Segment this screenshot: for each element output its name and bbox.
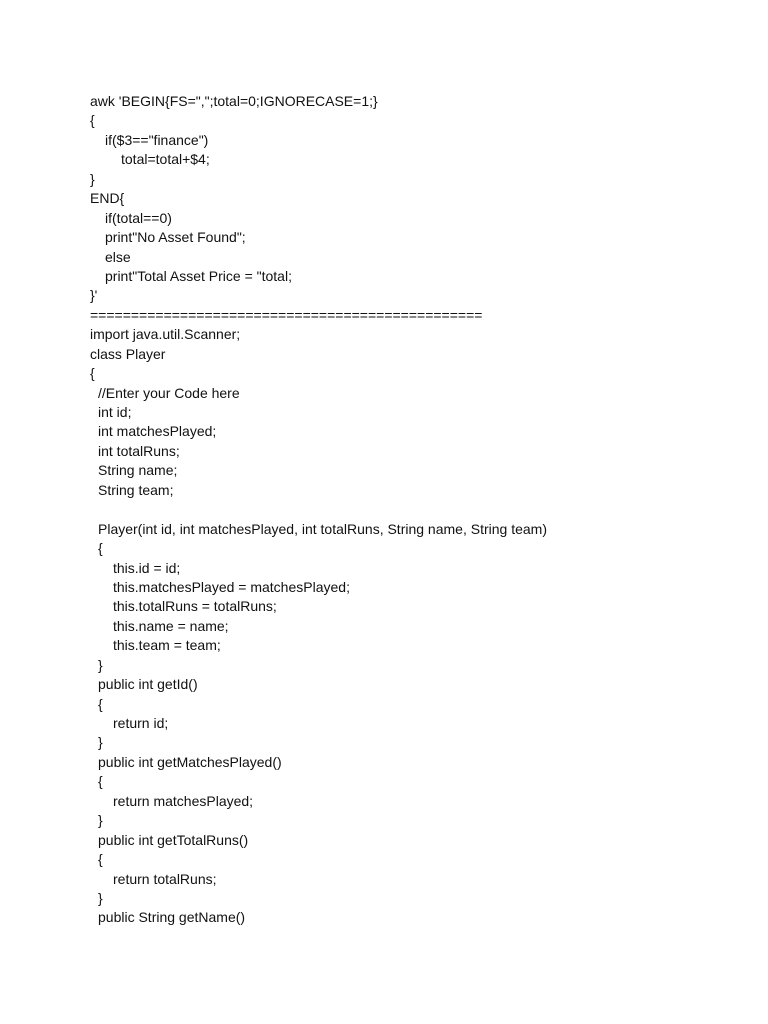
code-line: {	[98, 773, 103, 790]
code-line: {	[98, 851, 103, 868]
code-line: public int getId()	[98, 676, 198, 693]
code-line: {	[98, 540, 103, 557]
code-line: return matchesPlayed;	[113, 792, 254, 809]
code-line: {	[90, 365, 95, 382]
code-line: Player(int id, int matchesPlayed, int totalRuns, String name, String team)	[98, 520, 547, 537]
code-line: return totalRuns;	[113, 870, 217, 887]
blank-line	[90, 500, 750, 519]
code-line: }'	[90, 287, 98, 304]
code-line: {	[90, 112, 95, 129]
code-line: if($3=="finance")	[105, 131, 209, 148]
code-line: int matchesPlayed;	[98, 423, 217, 440]
code-line: awk 'BEGIN{FS=",";total=0;IGNORECASE=1;}	[90, 93, 378, 109]
code-line: //Enter your Code here	[98, 384, 240, 401]
code-line: this.totalRuns = totalRuns;	[113, 598, 277, 615]
code-line: if(total==0)	[105, 209, 172, 226]
code-line: public int getTotalRuns()	[98, 831, 249, 848]
code-line: this.name = name;	[113, 617, 229, 634]
code-line: this.team = team;	[113, 637, 221, 654]
code-line: String name;	[98, 462, 178, 479]
code-line: public String getName()	[98, 909, 246, 926]
code-line: int id;	[98, 404, 132, 420]
code-line: return id;	[113, 715, 169, 731]
code-line: int totalRuns;	[98, 442, 180, 459]
code-line: this.id = id;	[113, 559, 181, 576]
code-line: }	[98, 656, 103, 673]
code-listing	[90, 92, 750, 928]
code-line: String team;	[98, 481, 174, 498]
code-line: else	[105, 248, 131, 265]
code-line: }	[98, 734, 103, 751]
code-line: }	[98, 889, 103, 906]
code-line: import java.util.Scanner;	[90, 326, 241, 343]
code-line: this.matchesPlayed = matchesPlayed;	[113, 578, 350, 595]
separator-line: ================================================	[90, 306, 483, 323]
code-line: END{	[90, 190, 125, 207]
code-line: }	[98, 812, 103, 829]
code-line: class Player	[90, 345, 166, 362]
code-line: {	[98, 695, 103, 712]
code-line: print"Total Asset Price = "total;	[105, 267, 292, 284]
code-line: public int getMatchesPlayed()	[98, 753, 282, 770]
code-line: }	[90, 170, 95, 187]
code-line: total=total+$4;	[121, 151, 210, 168]
code-line: print"No Asset Found";	[105, 229, 246, 246]
